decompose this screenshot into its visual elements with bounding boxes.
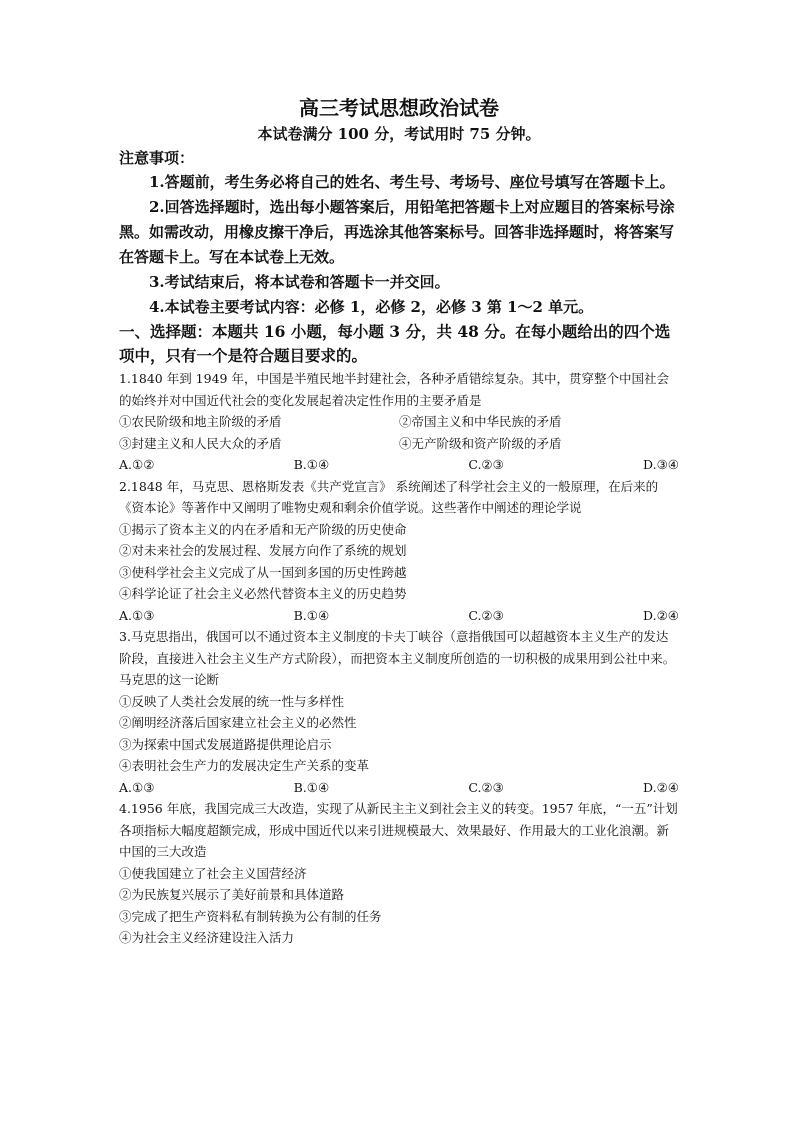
note-item: 3.考试结束后，将本试卷和答题卡一并交回。 [149,273,450,291]
answer-choice-b: B.①④ [293,779,330,795]
option: ①反映了人类社会发展的统一性与多样性 [119,693,345,709]
exam-title: 高三考试思想政治试卷 [299,96,499,120]
question-1 [119,368,679,476]
option: ③完成了把生产资料私有制转换为公有制的任务 [119,908,382,924]
answer-choice-c: C.②③ [468,607,504,623]
options-row [119,411,679,433]
answer-choice-b: B.①④ [293,607,330,623]
answer-choice-a: A.①③ [119,607,155,623]
question-4 [119,798,679,949]
answer-choice-c: C.②③ [468,457,504,472]
option: ①揭示了资本主义的内在矛盾和无产阶级的历史使命 [119,521,407,537]
answer-choices [119,454,679,476]
answer-choice-a: A.①③ [119,779,155,795]
answer-choice-d: D.②④ [643,607,679,623]
option: ①农民阶级和地主阶级的矛盾 [119,414,282,429]
option: ②阐明经济落后国家建立社会主义的必然性 [119,715,357,730]
answer-choice-d: D.②④ [643,779,679,795]
question-stem: 3.马克思指出，俄国可以不通过资本主义制度的卡夫丁峡谷（意指俄国可以超越资本主义生产的发达阶段，直接进入社会主义生产方式阶段），而把资本主义制度所创造的一切积极的成果用到公社中来。马克思的这一论断 [119,629,676,687]
answer-choice-a: A.①② [119,457,155,472]
answer-choice-b: B.①④ [293,457,330,472]
question-stem: 2.1848 年，马克思、恩格斯发表《共产党宣言》 系统阐述了科学社会主义的一般原理，在后来的《资本论》等著作中又阐明了唯物史观和剩余价值学说。这些著作中阐述的理论学说 [119,478,659,515]
option: ④表明社会生产力的发展决定生产关系的变革 [119,758,370,773]
question-stem: 1.1840 年到 1949 年，中国是半殖民地半封建社会，各种矛盾错综复杂。其中，贯穿整个中国社会的始终并对中国近代社会的变化发展起着决定性作用的主要矛盾是 [119,371,669,408]
option: ③使科学社会主义完成了从一国到多国的历史性跨越 [119,564,407,580]
question-3 [119,626,679,798]
section-heading: 一、选择题：本题共 16 小题，每小题 3 分，共 48 分。在每小题给出的四个选项中，只有一个是符合题目要求的。 [119,322,671,365]
question-stem: 4.1956 年底，我国完成三大改造，实现了从新民主主义到社会主义的转变。1957 年底，“一五”计划各项指标大幅度超额完成，形成中国近代以来引进规模最大、效果最好、作用最大的工业化浪潮。新中国的三大改造 [119,801,678,859]
option: ①使我国建立了社会主义国营经济 [119,865,307,881]
exam-subtitle: 本试卷满分 100 分，考试用时 75 分钟。 [257,125,541,143]
option: ④科学论证了社会主义必然代替资本主义的历史趋势 [119,586,407,601]
options-row [119,433,679,455]
exam-page [119,96,679,949]
note-item: 4.本试卷主要考试内容：必修 1，必修 2，必修 3 第 1～2 单元。 [149,298,594,316]
answer-choices [119,605,679,627]
option: ③封建主义和人民大众的矛盾 [119,435,282,451]
option: ④为社会主义经济建设注入活力 [119,930,295,945]
option: ②为民族复兴展示了美好前景和具体道路 [119,887,345,902]
option: ②对未来社会的发展过程、发展方向作了系统的规划 [119,543,407,558]
option: ③为探索中国式发展道路提供理论启示 [119,736,332,752]
answer-choice-d: D.③④ [643,457,679,472]
notes-heading: 注意事项： [119,149,195,167]
option: ②帝国主义和中华民族的矛盾 [399,414,562,429]
option: ④无产阶级和资产阶级的矛盾 [399,435,562,451]
answer-choices [119,777,679,799]
question-2 [119,476,679,627]
note-item: 2.回答选择题时，选出每小题答案后，用铅笔把答题卡上对应题目的答案标号涂黑。如需改动，用橡皮擦干净后，再选涂其他答案标号。回答非选择题时，将答案写在答题卡上。写在本试卷上无效。 [119,198,675,266]
note-item: 1.答题前，考生务必将自己的姓名、考生号、考场号、座位号填写在答题卡上。 [149,173,675,191]
answer-choice-c: C.②③ [468,779,504,795]
